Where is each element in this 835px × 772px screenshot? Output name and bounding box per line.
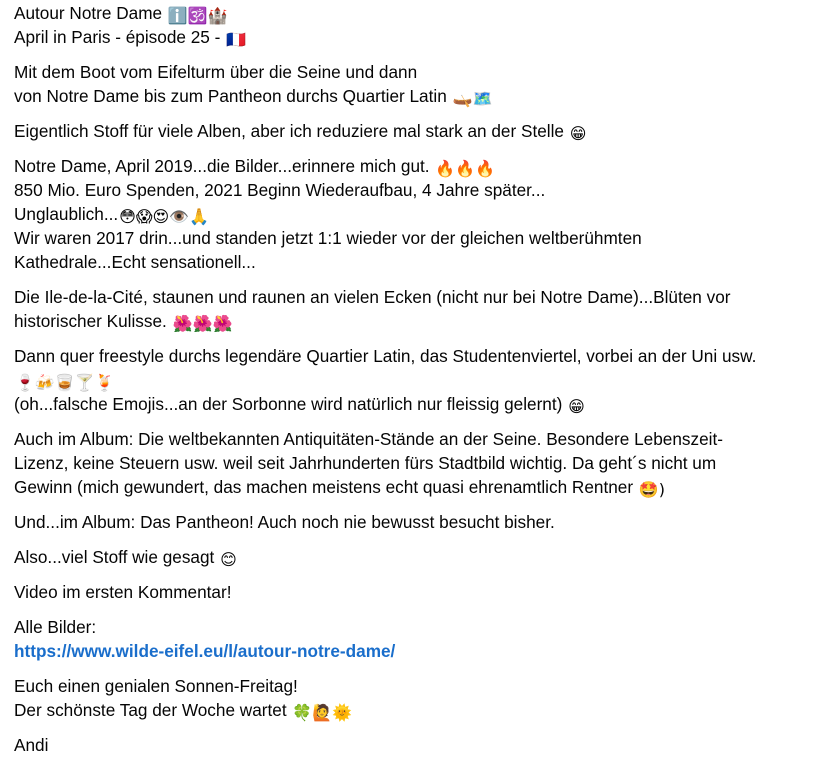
post-paragraph-pantheon (14, 510, 826, 534)
post-paragraph-summary (14, 545, 826, 569)
post-text-line: Wir waren 2017 drin...und standen jetzt 1:1 wieder vor der gleichen weltberühmten (14, 228, 642, 248)
post-text-line: von Notre Dame bis zum Pantheon durchs Quartier Latin 🛶🗺️ (14, 86, 493, 108)
smile-emoji-icon: 😊 (220, 550, 237, 569)
star-struck-emoji-icon: 🤩) (638, 480, 666, 499)
post-text-line: Und...im Album: Das Pantheon! Auch noch nie bewusst besucht bisher. (14, 512, 555, 532)
clover-person-sun-emoji-icon: 🍀🙋🌞 (292, 703, 353, 722)
post-text-line: Kathedrale...Echt sensationell... (14, 252, 256, 272)
grin-emoji-icon: 😁 (569, 124, 587, 143)
post-paragraph-quartier-latin (14, 344, 826, 416)
post-text-line: Unglaublich...😳😱😍👁️🙏 (14, 204, 210, 226)
post-author-signature: Andi (14, 735, 49, 755)
post-text-line: Der schönste Tag der Woche wartet 🍀🙋🌞 (14, 700, 353, 722)
post-paragraph-ile-de-la-cite (14, 285, 826, 333)
post-paragraph-notre-dame (14, 154, 826, 274)
post-text-line: Notre Dame, April 2019...die Bilder...erinnere mich gut. 🔥🔥🔥 (14, 156, 496, 178)
post-text-line: Alle Bilder: (14, 617, 97, 637)
post-body (14, 1, 826, 757)
post-text-line: Euch einen genialen Sonnen-Freitag! (14, 676, 298, 696)
post-paragraph-friday (14, 674, 826, 722)
post-title-line: Autour Notre Dame ℹ️🕉️🏰 (14, 3, 228, 25)
post-text-line: 850 Mio. Euro Spenden, 2021 Beginn Wiederaufbau, 4 Jahre später... (14, 180, 546, 200)
info-om-castle-emoji-icon: ℹ️🕉️🏰 (167, 6, 228, 25)
post-paragraph-video (14, 580, 826, 604)
fire-emoji-icon: 🔥🔥🔥 (435, 159, 496, 178)
post-text-line: Gewinn (mich gewundert, das machen meistens echt quasi ehrenamtlich Rentner 🤩) (14, 477, 666, 499)
post-paragraph-all-pictures (14, 615, 826, 663)
post-text-line: Also...viel Stoff wie gesagt 😊 (14, 547, 237, 569)
post-text-line: Auch im Album: Die weltbekannten Antiquitäten-Stände an der Seine. Besondere Lebenszeit- (14, 429, 723, 449)
post-text-line: Video im ersten Kommentar! (14, 582, 232, 602)
post-paragraph-albums (14, 119, 826, 143)
post-text-line: Die Ile-de-la-Cité, staunen und raunen an vielen Ecken (nicht nur bei Notre Dame)...Blüten vor (14, 287, 731, 307)
post-signature (14, 733, 826, 757)
post-paragraph-boat (14, 60, 826, 108)
post-text-line: Mit dem Boot vom Eifelturm über die Seine und dann (14, 62, 418, 82)
post-paragraph-title (14, 1, 826, 49)
post-text-line: Eigentlich Stoff für viele Alben, aber ich reduziere mal stark an der Stelle 😁 (14, 121, 587, 143)
canoe-map-emoji-icon: 🛶🗺️ (452, 89, 493, 108)
grin-emoji-icon: 😁 (568, 397, 585, 416)
post-text-line (14, 368, 826, 392)
hibiscus-emoji-icon: 🌺🌺🌺 (172, 314, 233, 333)
post-text-line: Dann quer freestyle durchs legendäre Quartier Latin, das Studentenviertel, vorbei an der Uni usw. (14, 346, 757, 366)
post-text-line: (oh...falsche Emojis...an der Sorbonne wird natürlich nur fleissig gelernt) 😁 (14, 394, 585, 416)
france-flag-emoji-icon: 🇫🇷 (226, 30, 247, 49)
drinks-emoji-icon: 🍷🍻🥃🍸🍹 (15, 373, 115, 392)
album-link[interactable]: https://www.wilde-eifel.eu/l/autour-notre-dame/ (14, 641, 396, 661)
post-text-line: Lizenz, keine Steuern usw. weil seit Jahrhunderten fürs Stadtbild wichtig. Da geht´s nicht um (14, 453, 717, 473)
post-text-line: historischer Kulisse. 🌺🌺🌺 (14, 311, 233, 333)
post-paragraph-antiques (14, 427, 826, 499)
reaction-emoji-icon: 😳😱😍👁️🙏 (119, 207, 210, 226)
post-subtitle-line: April in Paris - épisode 25 - 🇫🇷 (14, 27, 247, 49)
